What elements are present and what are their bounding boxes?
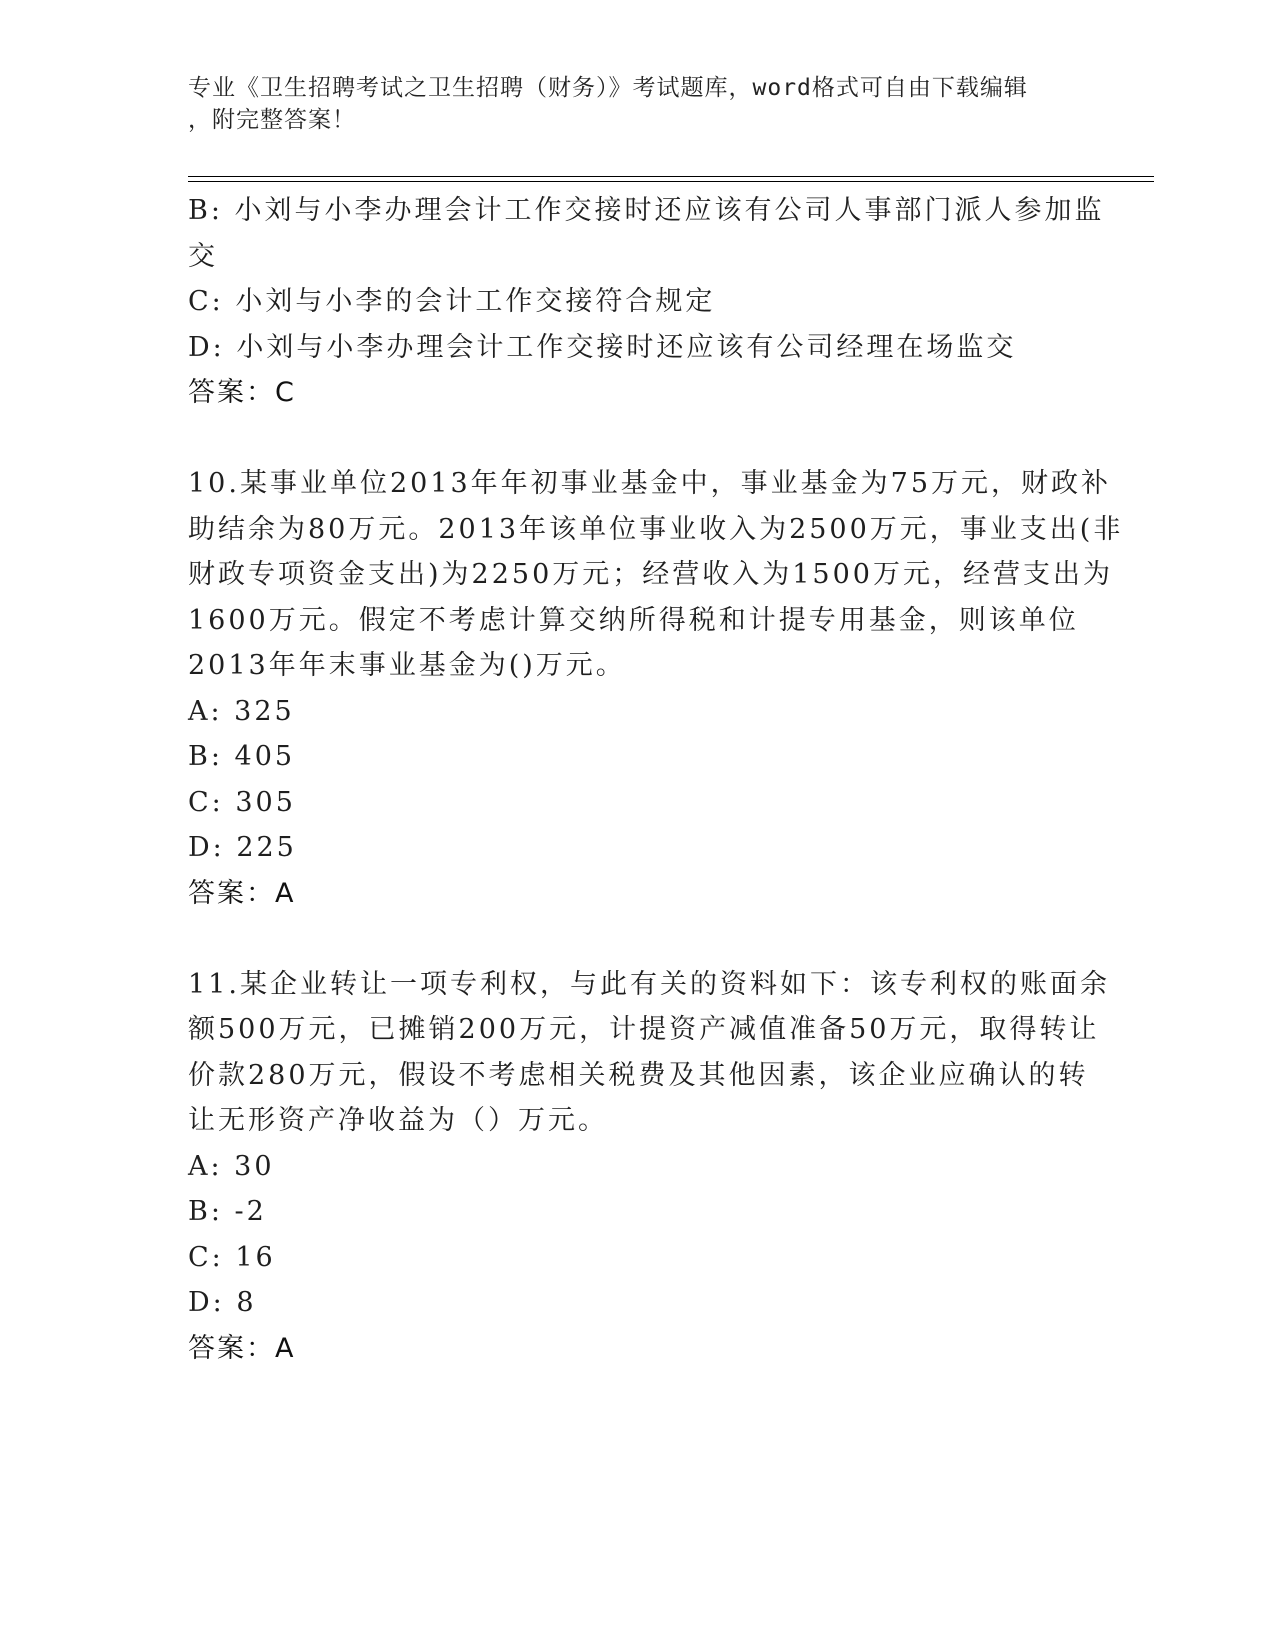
question-content [188, 188, 1124, 1371]
question-text-line: 1600万元。假定不考虑计算交纳所得税和计提专用基金，则该单位 [188, 604, 1079, 636]
option-c: C: 305 [188, 786, 296, 818]
spacer [188, 916, 1088, 962]
option-b-line-2: 交 [188, 240, 218, 272]
question-text-line: 让无形资产净收益为（）万元。 [188, 1105, 608, 1136]
spacer [188, 416, 1088, 462]
option-b-line-1: B: 小刘与小李办理会计工作交接时还应该有公司人事部门派人参加监 [188, 195, 1105, 226]
question-text-line: 额500万元，已摊销200万元，计提资产减值准备50万元，取得转让 [188, 1014, 1100, 1045]
header-divider-bottom [188, 181, 1154, 182]
option-a: A: 325 [188, 695, 295, 727]
option-d: D: 8 [188, 1287, 257, 1318]
question-9-tail [188, 188, 1105, 416]
question-text-line: 财政专项资金支出)为2250万元；经营收入为1500万元，经营支出为 [188, 559, 1113, 590]
question-text-line: 2013年年末事业基金为()万元。 [188, 650, 626, 681]
answer: 答案：C [188, 377, 296, 408]
document-header [188, 72, 1068, 136]
option-b: B: 405 [188, 741, 296, 772]
option-a: A: 30 [188, 1150, 275, 1182]
question-11 [188, 962, 1110, 1372]
option-d: D: 225 [188, 832, 297, 863]
answer: 答案：A [188, 877, 296, 909]
question-text-line: 助结余为80万元。2013年该单位事业收入为2500万元，事业支出(非 [188, 513, 1124, 545]
question-text-line: 11.某企业转让一项专利权，与此有关的资料如下：该专利权的账面余 [188, 968, 1110, 1000]
option-c: C: 16 [188, 1241, 276, 1273]
question-text-line: 10.某事业单位2013年年初事业基金中，事业基金为75万元，财政补 [188, 468, 1112, 499]
header-line-2: ，附完整答案！ [188, 107, 356, 133]
option-d: D: 小刘与小李办理会计工作交接时还应该有公司经理在场监交 [188, 331, 1017, 363]
header-line-1: 专业《卫生招聘考试之卫生招聘（财务）》考试题库，word格式可自由下载编辑 [188, 75, 1028, 101]
header-divider-top [188, 176, 1154, 177]
question-10 [188, 461, 1124, 916]
question-text-line: 价款280万元，假设不考虑相关税费及其他因素，该企业应确认的转 [188, 1059, 1089, 1091]
answer: 答案：A [188, 1332, 296, 1364]
option-c: C: 小刘与小李的会计工作交接符合规定 [188, 286, 716, 317]
option-b: B: -2 [188, 1196, 267, 1227]
